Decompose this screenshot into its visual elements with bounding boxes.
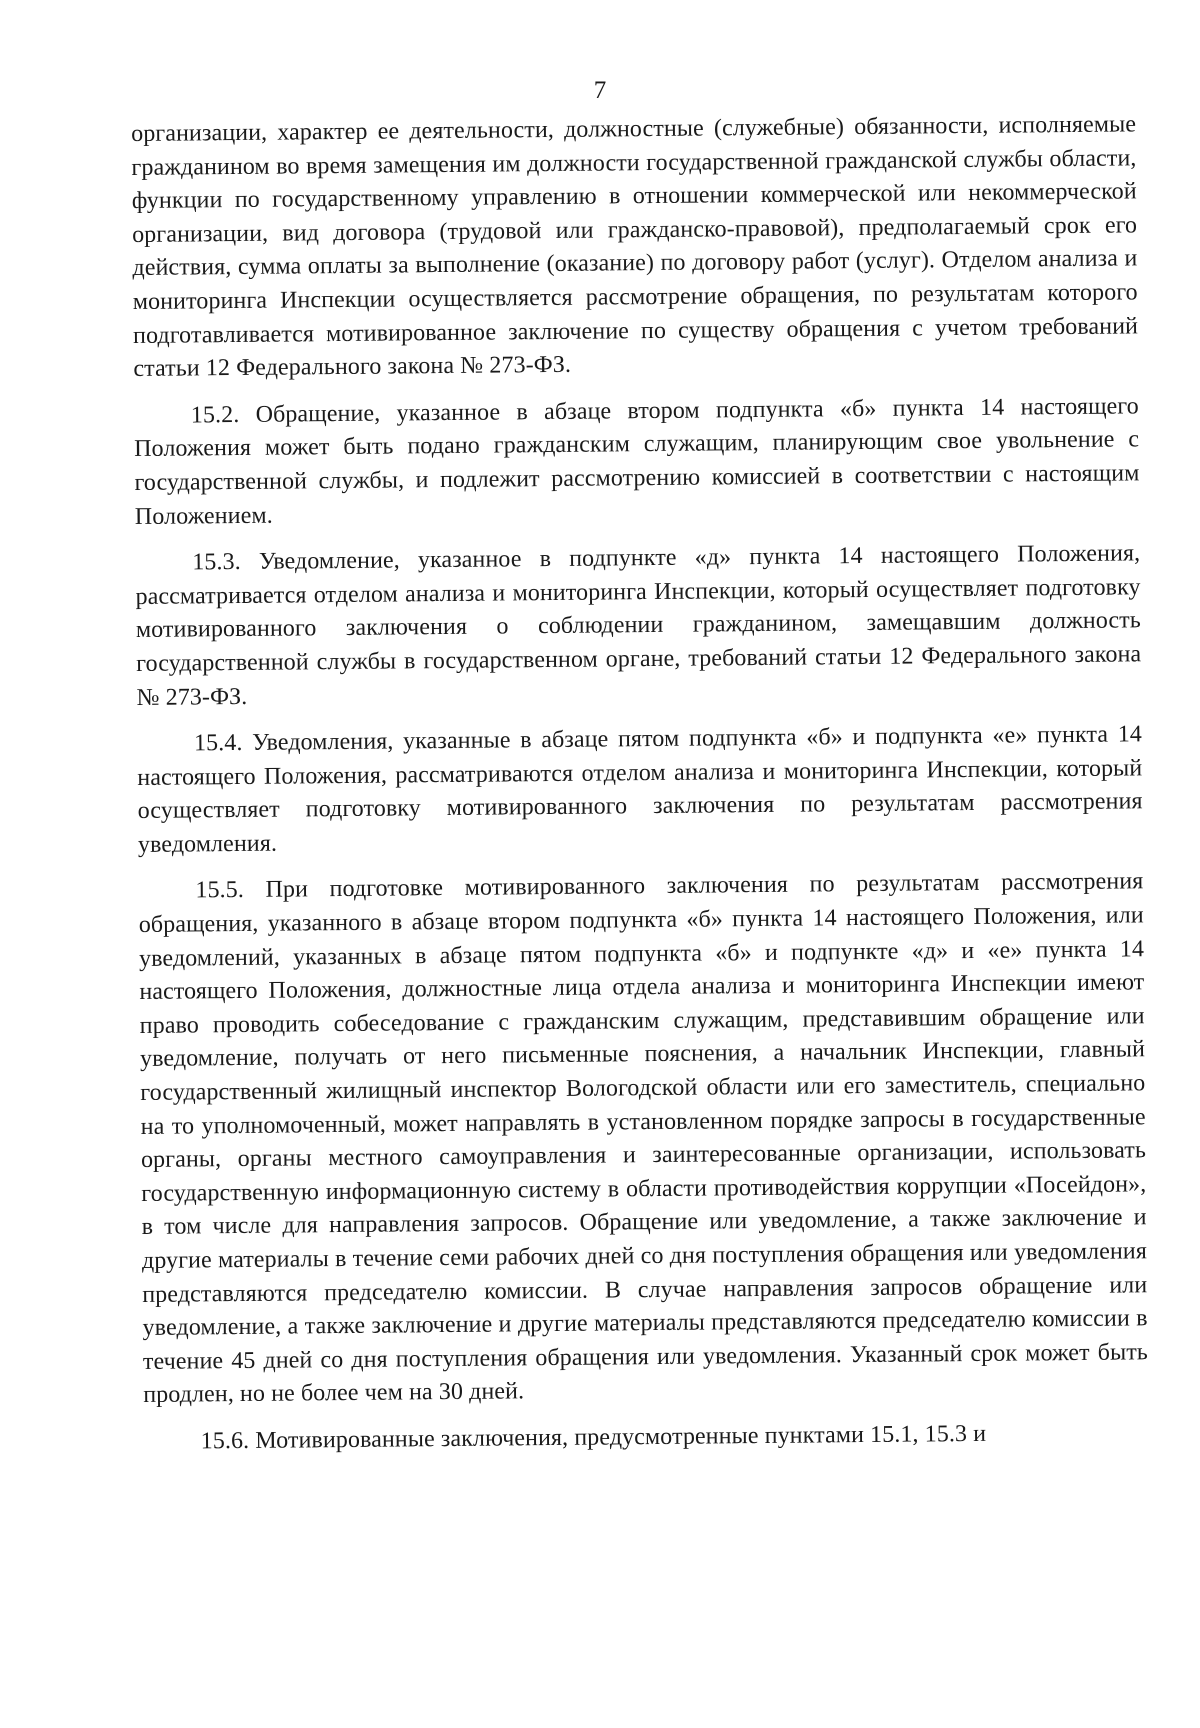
page-number: 7: [593, 77, 607, 104]
paragraph-continuation: организации, характер ее деятельности, должностные (служебные) обязанности, исполняемые гражданином во время замещения им должности государственной гражданской службы области, функции по государственному управлению в отношении коммерческой или некоммерческой организации, вид договора (трудовой или гражданско-правовой), предполагаемый срок его действия, сумма оплаты за выполнение (оказание) по договору работ (услуг). Отделом анализа и мониторинга Инспекции осуществляется рассмотрение обращения, по результатам которого подготавливается мотивированное заключение по существу обращения с учетом требований статьи 12 Федерального закона № 273-ФЗ.: [131, 111, 1139, 383]
paragraph-15-5: 15.5. При подготовке мотивированного заключения по результатам рассмотрения обращения, указанного в абзаце втором подпункта «б» пункта 14 настоящего Положения, или уведомлений, указанных в абзаце пятом подпункта «б» и подпункте «д» и «е» пункта 14 настоящего Положения, должностные лица отдела анализа и мониторинга Инспекции имеют право проводить собеседование с гражданским служащим, представившим обращение или уведомление, получать от него письменные пояснения, а начальник Инспекции, главный государственный жилищный инспектор Вологодской области или его заместитель, специально на то уполномоченный, может направлять в установленном порядке запросы в государственные органы, органы местного самоуправления и заинтересованные организации, использовать государственную информационную систему в области противодействия коррупции «Посейдон», в том числе для направления запросов. Обращение или уведомление, а также заключение и другие материалы в течение семи рабочих дней со дня поступления обращения или уведомления представляются председателю комиссии. В случае направления запросов обращение или уведомление, а также заключение и другие материалы представляются председателю комиссии в течение 45 дней со дня поступления обращения или уведомления. Указанный срок может быть продлен, но не более чем на 30 дней.: [138, 868, 1149, 1409]
paragraph-15-6: 15.6. Мотивированные заключения, предусмотренные пунктами 15.1, 15.3 и: [200, 1420, 987, 1455]
paragraph-15-4: 15.4. Уведомления, указанные в абзаце пятом подпункта «б» и подпункта «е» пункта 14 настоящего Положения, рассматриваются отделом анализа и мониторинга Инспекции, который осуществляет подготовку мотивированного заключения по результатам рассмотрения уведомления.: [137, 721, 1143, 858]
document-body: [131, 108, 1149, 1459]
paragraph-15-2: 15.2. Обращение, указанное в абзаце втором подпункта «б» пункта 14 настоящего Положения может быть подано гражданским служащим, планирующим свое увольнение с государственной службы, и подлежит рассмотрению комиссией в соответствии с настоящим Положением.: [134, 393, 1140, 530]
paragraph-15-3: 15.3. Уведомление, указанное в подпункте «д» пункта 14 настоящего Положения, рассматривается отделом анализа и мониторинга Инспекции, который осуществляет подготовку мотивированного заключения о соблюдении гражданином, замещавшим должность государственной службы в государственном органе, требований статьи 12 Федерального закона № 273-ФЗ.: [135, 540, 1142, 711]
